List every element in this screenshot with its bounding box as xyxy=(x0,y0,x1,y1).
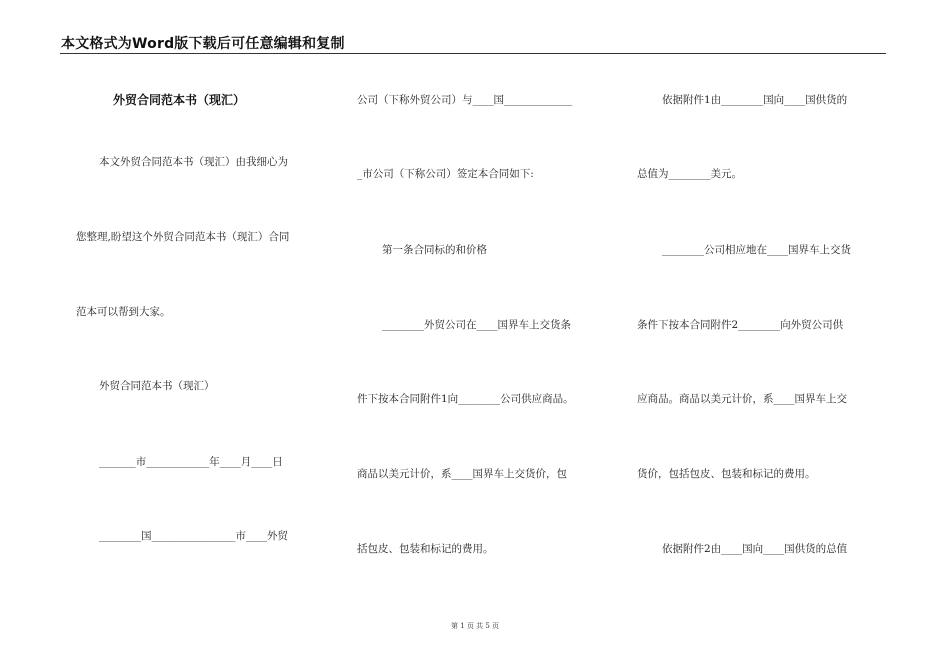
page-number: 第 1 页 共 5 页 xyxy=(450,622,500,630)
text-line: 条件下按本合同附件2________向外贸公司供 xyxy=(637,319,844,331)
text-line: 商品以美元计价，系____国界车上交货价，包 xyxy=(357,468,567,480)
text-line: 应商品。商品以美元计价，系____国界车上交 xyxy=(637,393,847,405)
text-line: _市公司（下称公司）签定本合同如下: xyxy=(357,168,534,180)
text-line: 依据附件2由____国向____国供货的总值 xyxy=(662,543,848,555)
text-line: 本文外贸合同范本书（现汇）由我细心为 xyxy=(99,156,288,168)
text-line: 公司（下称外贸公司）与____国_____________ xyxy=(357,94,573,106)
text-line: 依据附件1由________国向____国供货的 xyxy=(662,94,848,106)
text-line: ________外贸公司在____国界车上交货条 xyxy=(382,319,571,331)
text-column-3 xyxy=(637,0,882,672)
text-line: ________国________________市____外贸 xyxy=(99,530,288,542)
text-line: 总值为________美元。 xyxy=(637,168,742,180)
text-column-1 xyxy=(76,0,321,672)
text-line: 您整理,盼望这个外贸合同范本书（现汇）合同 xyxy=(76,231,290,243)
document-title: 外贸合同范本书（现汇） xyxy=(113,93,246,107)
text-line: 外贸合同范本书（现汇） xyxy=(99,380,215,392)
text-line: 括包皮、包装和标记的费用。 xyxy=(357,543,494,555)
text-line: 件下按本合同附件1向________公司供应商品。 xyxy=(357,393,574,405)
text-line: 范本可以帮到大家。 xyxy=(76,306,171,318)
section-heading: 第一条合同标的和价格 xyxy=(382,244,487,256)
text-line: 货价，包括包皮、包装和标记的费用。 xyxy=(637,468,816,480)
document-banner: 本文格式为Word版下载后可任意编辑和复制 xyxy=(61,36,345,52)
text-line: _______市____________年____月____日 xyxy=(99,456,283,468)
text-line: ________公司相应地在____国界车上交货 xyxy=(662,244,851,256)
text-column-2 xyxy=(357,0,602,672)
